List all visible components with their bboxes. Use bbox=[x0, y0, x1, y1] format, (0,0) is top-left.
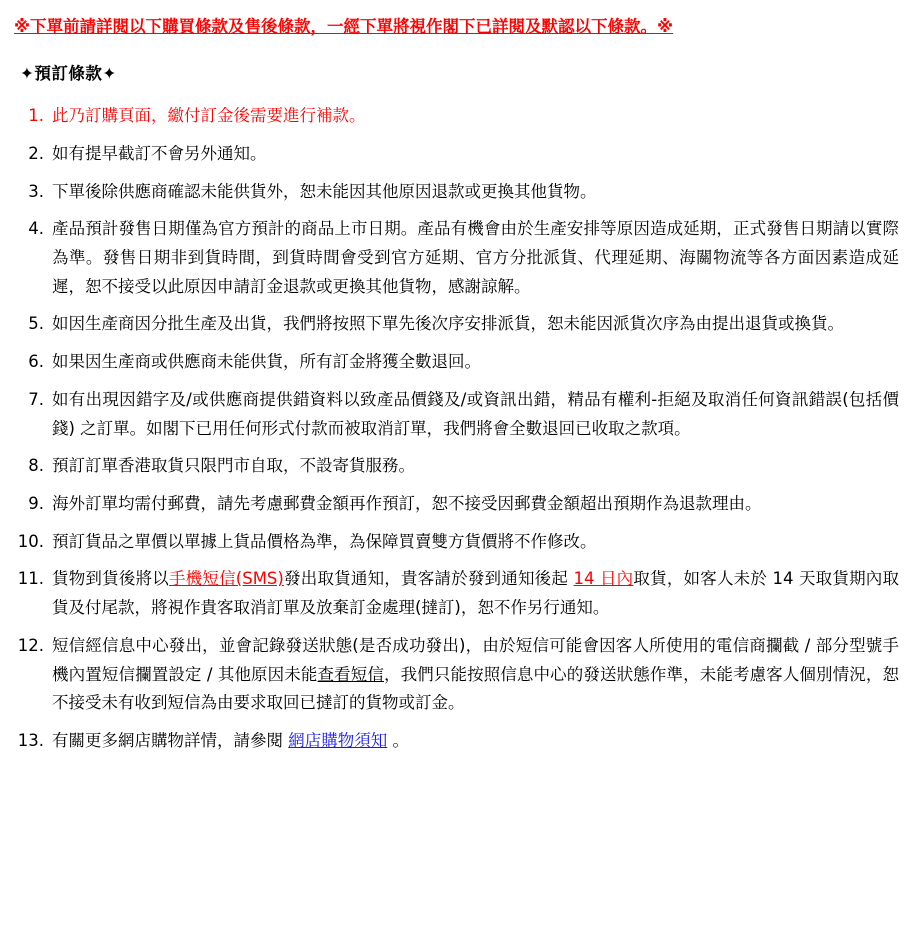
term-text: 如果因生產商或供應商未能供貨，所有訂金將獲全數退回。 bbox=[52, 352, 481, 372]
term-text-part: 取貨，如客人未於 14 天取貨期內取貨及付尾款，將視作貴客取消訂單及放棄訂金處理(撻訂)，恕不作另行通知。 bbox=[52, 569, 899, 618]
term-text: 如有出現因錯字及/或供應商提供錯資料以致產品價錢及/或資訊出錯，精品有權利-拒絕及取消任何資訊錯誤(包括價錢) 之訂單。如閣下已用任何形式付款而被取消訂單，我們將會全數退回已收取之款項。 bbox=[52, 389, 899, 438]
term-item-4 bbox=[14, 215, 899, 301]
term-text: 如因生產商因分批生產及出貨，我們將按照下單先後次序安排派貨，恕未能因派貨次序為由提出退貨或換貨。 bbox=[52, 314, 844, 334]
view-sms-emphasis: 查看短信 bbox=[317, 664, 384, 684]
term-text-part: 短信經信息中心發出，並會記錄發送狀態(是否成功發出)，由於短信可能會因客人所使用的電信商攔截 / 部分型號手機內置短信攔置設定 / 其他原因未能 bbox=[52, 635, 899, 684]
term-item-2 bbox=[14, 140, 899, 169]
term-item-9 bbox=[14, 490, 899, 519]
term-text: 海外訂單均需付郵費，請先考慮郵費金額再作預訂，恕不接受因郵費金額超出預期作為退款理由。 bbox=[52, 494, 762, 513]
term-item-7 bbox=[14, 386, 899, 443]
term-text: 下單後除供應商確認未能供貨外，恕未能因其他原因退款或更換其他貨物。 bbox=[52, 181, 597, 201]
term-item-5 bbox=[14, 310, 899, 339]
term-text-part: 。 bbox=[387, 730, 409, 750]
pickup-deadline-emphasis: 14 日內 bbox=[573, 569, 634, 589]
term-text: 預訂訂單香港取貨只限門市自取，不設寄貨服務。 bbox=[52, 456, 415, 476]
term-text-part: 貨物到貨後將以 bbox=[52, 569, 169, 589]
term-item-10 bbox=[14, 528, 899, 557]
term-text-part: 發出取貨通知，貴客請於發到通知後起 bbox=[283, 569, 574, 589]
term-text-part: ，我們只能按照信息中心的發送狀態作準，未能考慮客人個別情況，恕不接受未有收到短信為由要求取回已撻訂的貨物或訂金。 bbox=[52, 664, 899, 713]
warning-banner: ※下單前請詳閱以下購買條款及售後條款，一經下單將視作閣下已詳閱及默認以下條款。※ bbox=[14, 17, 674, 36]
term-item-3 bbox=[14, 178, 899, 207]
term-text: 此乃訂購頁面，繳付訂金後需要進行補款。 bbox=[52, 106, 366, 126]
sms-emphasis: 手機短信(SMS) bbox=[168, 569, 284, 589]
term-item-13 bbox=[14, 727, 899, 756]
section-heading: ✦預訂條款✦ bbox=[20, 64, 117, 84]
term-text: 預訂貨品之單價以單據上貨品價格為準，為保障買賣雙方貨價將不作修改。 bbox=[52, 531, 597, 551]
term-item-8 bbox=[14, 452, 899, 481]
term-item-1 bbox=[14, 102, 899, 131]
terms-list bbox=[14, 102, 899, 755]
shopping-guide-link[interactable]: 網店購物須知 bbox=[288, 730, 388, 750]
term-item-12 bbox=[14, 632, 899, 718]
term-text: 如有提早截訂不會另外通知。 bbox=[52, 143, 267, 163]
term-item-6 bbox=[14, 348, 899, 377]
term-item-11 bbox=[14, 565, 899, 622]
term-text: 產品預計發售日期僅為官方預計的商品上市日期。產品有機會由於生產安排等原因造成延期，正式發售日期請以實際為準。發售日期非到貨時間，到貨時間會受到官方延期、官方分批派貨、代理延期、海關物流等各方面因素造成延遲，恕不接受以此原因申請訂金退款或更換其他貨物，感謝諒解。 bbox=[52, 219, 899, 296]
term-text-part: 有關更多網店購物詳情，請參閱 bbox=[52, 730, 289, 750]
